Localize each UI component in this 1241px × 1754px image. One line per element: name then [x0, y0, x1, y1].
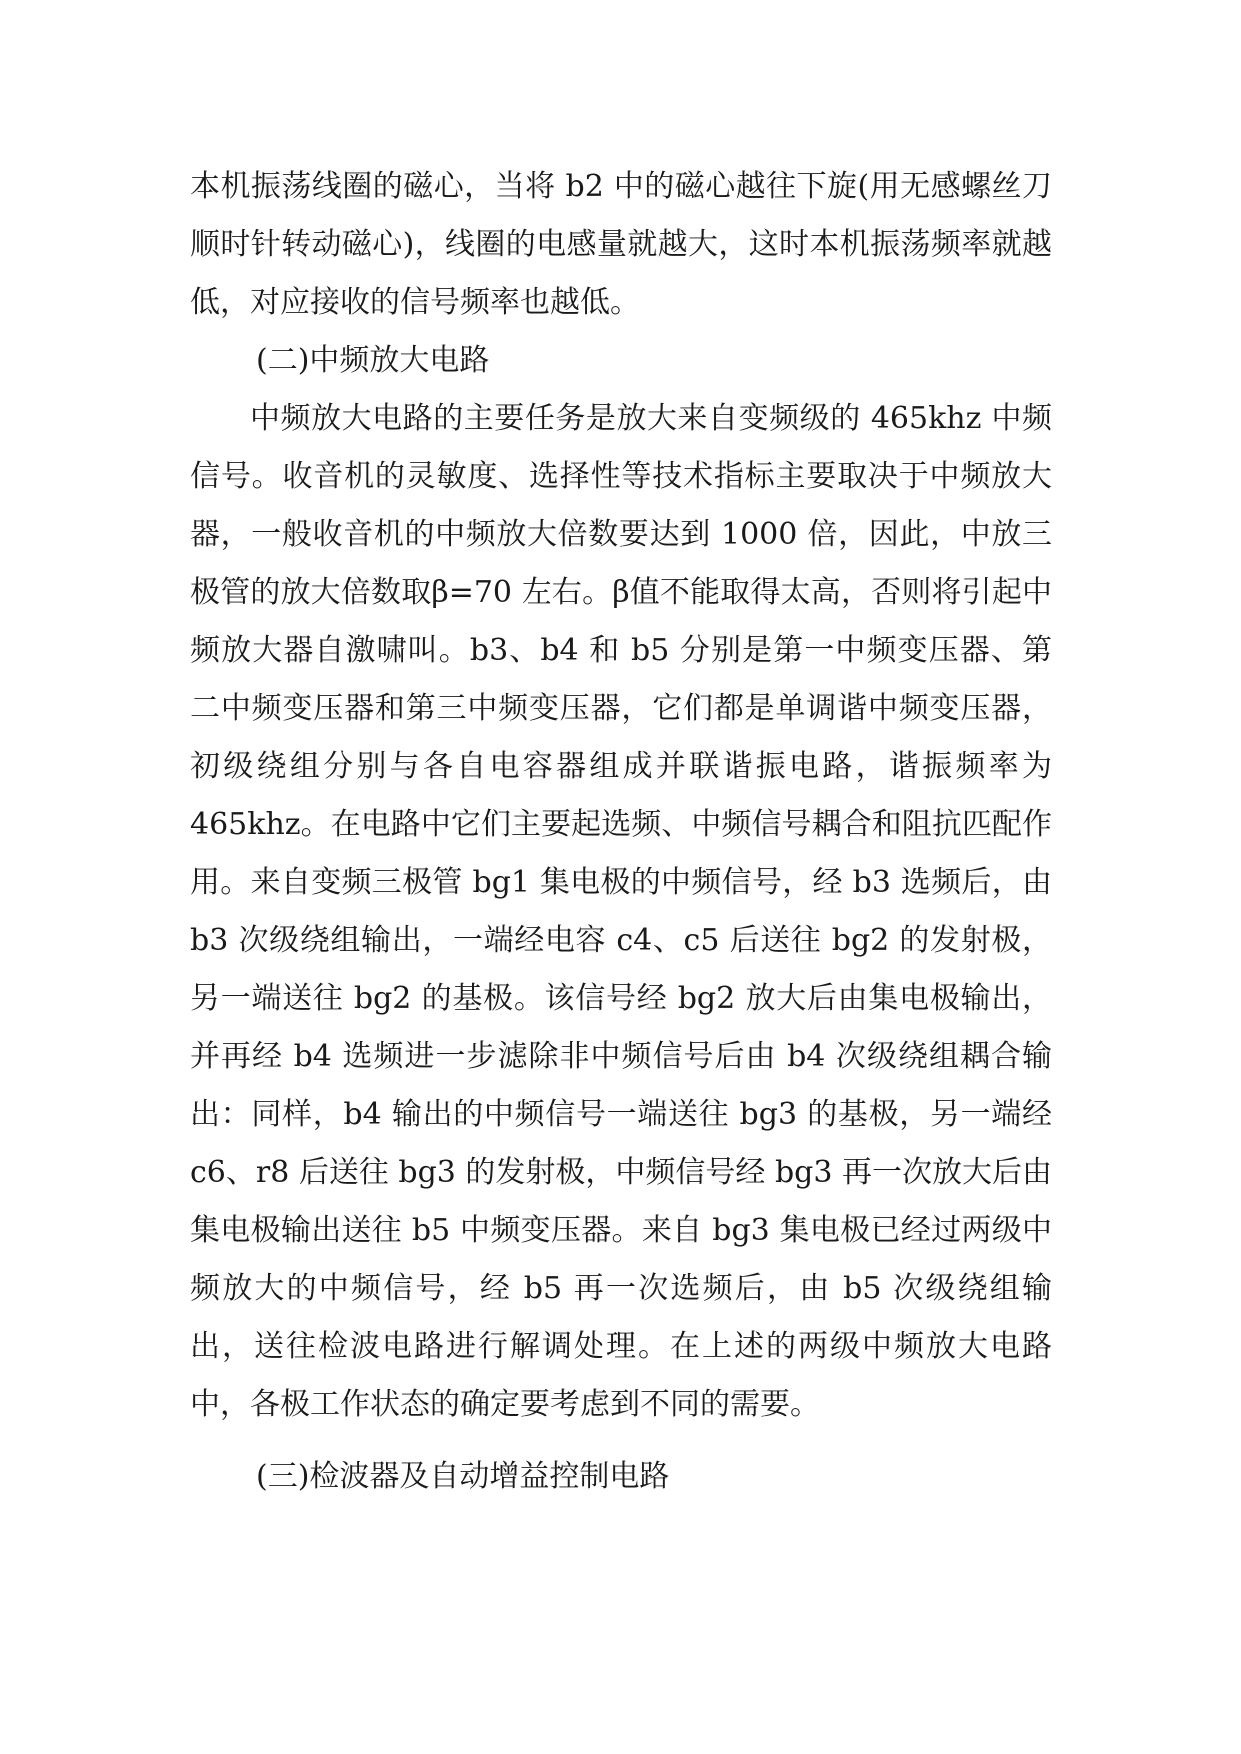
paragraph-oscillator-coil: 本机振荡线圈的磁心，当将 b2 中的磁心越往下旋(用无感螺丝刀顺时针转动磁心)，线圈的电感量就越大，这时本机振荡频率就越低，对应接收的信号频率也越低。 — [190, 169, 1052, 320]
section-heading-if-amplifier: (二)中频放大电路 — [256, 343, 490, 378]
section-heading-detector-agc: (三)检波器及自动增益控制电路 — [256, 1459, 670, 1494]
document-body — [190, 158, 1052, 1506]
paragraph-if-amplifier: 中频放大电路的主要任务是放大来自变频级的 465khz 中频信号。收音机的灵敏度、选择性等技术指标主要取决于中频放大器，一般收音机的中频放大倍数要达到 1000 倍，因此，中放三极管的放大倍数取β=70 左右。β值不能取得太高，否则将引起中频放大器自激啸叫。b3、b4 和 b5 分别是第一中频变压器、第二中频变压器和第三中频变压器，它们都是单调谐中频变压器，初级绕组分别与各自电容器组成并联谐振电路，谐振频率为 465khz。在电路中它们主要起选频、中频信号耦合和阻抗匹配作用。来自变频三极管 bg1 集电极的中频信号，经 b3 选频后，由 b3 次级绕组输出，一端经电容 c4、c5 后送往 bg2 的发射极，另一端送往 bg2 的基极。该信号经 bg2 放大后由集电极输出，并再经 b4 选频进一步滤除非中频信号后由 b4 次级绕组耦合输出：同样，b4 输出的中频信号一端送往 bg3 的基极，另一端经 c6、r8 后送往 bg3 的发射极，中频信号经 bg3 再一次放大后由集电极输出送往 b5 中频变压器。来自 bg3 集电极已经过两级中频放大的中频信号，经 b5 再一次选频后，由 b5 次级绕组输出，送往检波电路进行解调处理。在上述的两级中频放大电路中，各极工作状态的确定要考虑到不同的需要。 — [190, 401, 1052, 1422]
